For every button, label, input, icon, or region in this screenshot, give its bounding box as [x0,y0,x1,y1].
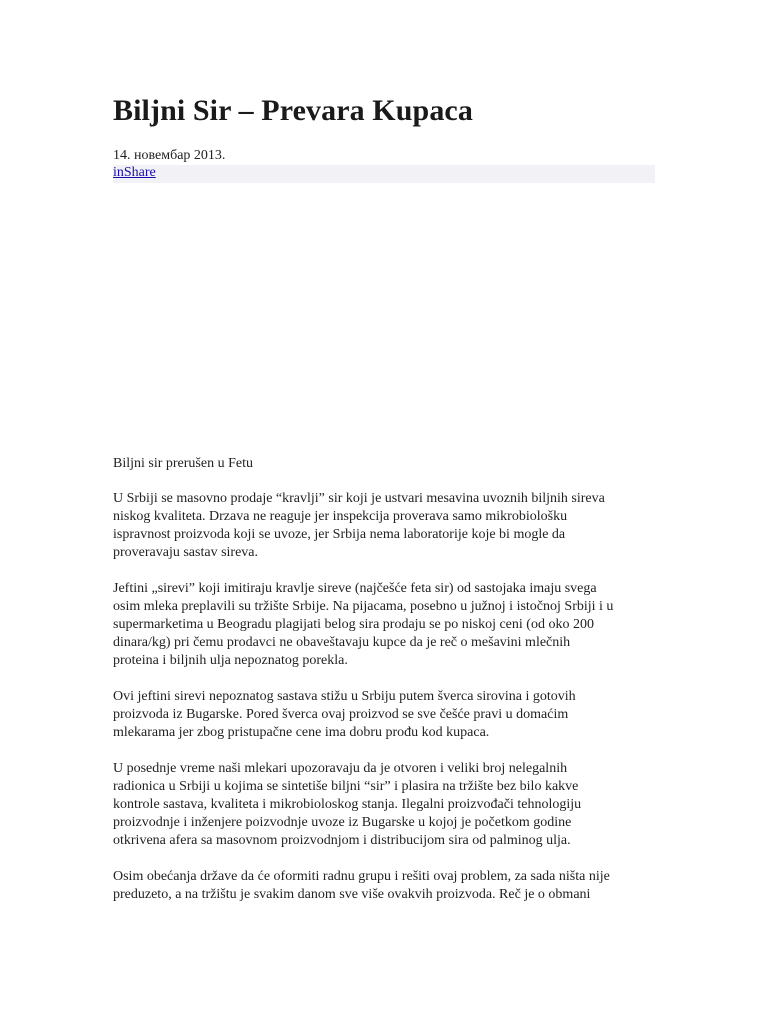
paragraph-line: otkrivena afera sa masovnom proizvodnjom i distribucijom sira od palminog ulja. [113,833,571,848]
paragraph-line: proveravaju sastav sireva. [113,545,258,560]
paragraph-2 [113,580,658,670]
paragraph-1 [113,490,658,562]
paragraph-5 [113,868,658,904]
paragraph-line: Jeftini „sirevi” koji imitiraju kravlje sireve (najčešće feta sir) od sastojaka imaju svega [113,581,597,596]
paragraph-line: ispravnost proizvoda koji se uvoze, jer Srbija nema laboratorije koje bi mogle da [113,527,566,542]
share-bar [113,165,655,183]
article-title: Biljni Sir – Prevara Kupaca [113,94,473,127]
paragraph-line: proizvodnje i inženjere poizvodnje uvoze iz Bugarske u kojoj je početkom godine [113,815,572,830]
paragraph-line: dinara/kg) pri čemu prodavci ne obaveštavaju kupce da je reč o mešavini mlečnih [113,635,571,650]
paragraph-line: proteina i biljnih ulja nepoznatog porekla. [113,653,348,668]
paragraph-line: mlekarama jer zbog pristupačne cene ima dobru prođu kod kupaca. [113,725,490,740]
paragraph-4 [113,760,658,850]
paragraph-line: supermarketima u Beogradu plagijati belog sira prodaju se po niskoj ceni (od oko 200 [113,617,594,632]
paragraph-line: osim mleka preplavili su tržište Srbije. Na pijacama, posebno u južnoj i istočnoj Srbiji i u [113,599,614,614]
paragraph-line: U Srbiji se masovno prodaje “kravlji” sir koji je ustvari mesavina uvoznih biljnih sireva [113,491,605,506]
paragraph-line: Osim obećanja države da će oformiti radnu grupu i rešiti ovaj problem, za sada ništa nije [113,869,610,884]
inshare-link[interactable]: inShare [113,165,156,180]
paragraph-line: kontrole sastava, kvaliteta i mikrobioloskog stanja. Ilegalni proizvođači tehnologiju [113,797,582,812]
paragraph-line: preduzeto, a na tržištu je svakim danom sve više ovakvih proizvoda. Reč je o obmani [113,887,591,902]
paragraph-line: Ovi jeftini sirevi nepoznatog sastava stižu u Srbiju putem šverca sirovina i gotovih [113,689,576,704]
paragraph-line: U posednje vreme naši mlekari upozoravaju da je otvoren i veliki broj nelegalnih [113,761,568,776]
embed-placeholder [113,186,655,446]
paragraph-3 [113,688,658,742]
paragraph-line: proizvoda iz Bugarske. Pored šverca ovaj proizvod se sve češće pravi u domaćim [113,707,569,722]
paragraph-line: niskog kvaliteta. Drzava ne reaguje jer inspekcija proverava samo mikrobiološku [113,509,568,524]
paragraph-line: radionica u Srbiji u kojima se sintetiše biljni “sir” i plasira na tržište bez bilo kakve [113,779,579,794]
publish-date: 14. новембар 2013. [113,148,226,163]
article-subtitle: Biljni sir prerušen u Fetu [113,456,253,471]
